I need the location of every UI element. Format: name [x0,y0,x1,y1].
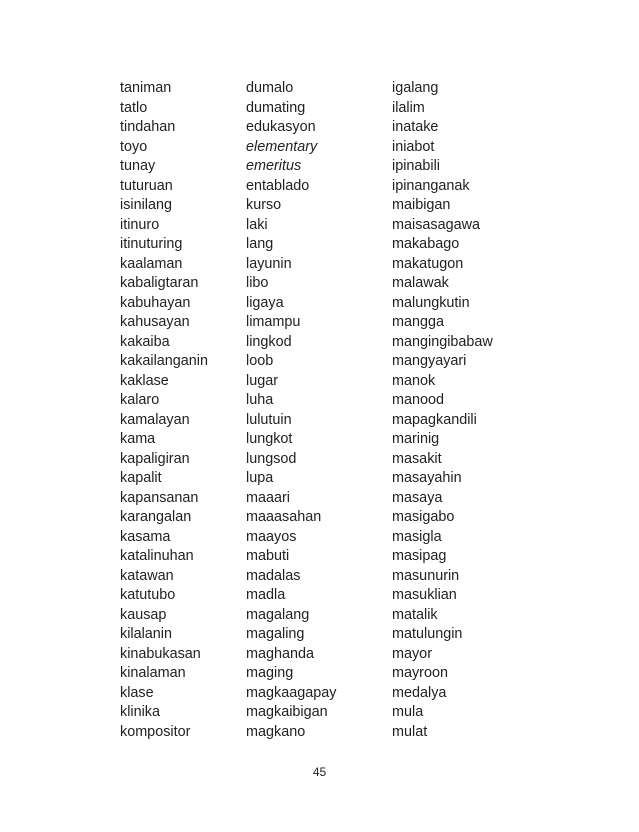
word-entry: katalinuhan [120,548,194,564]
word-entry: magaling [246,626,305,642]
word-entry: mapagkandili [392,411,477,428]
word-entry: mula [392,704,424,720]
word-entry: maging [246,665,294,681]
word-entry: magkano [246,723,306,740]
word-entry: masaya [392,489,443,506]
word-entry: kilalanin [120,626,172,642]
word-entry: malawak [392,275,449,291]
word-entry: medalya [392,684,447,701]
word-entry: madalas [246,567,301,584]
word-entry: taniman [120,80,172,96]
word-entry: isinilang [120,197,172,213]
word-entry: kapaligiran [120,450,190,467]
word-entry: lupa [246,470,274,486]
word-entry: kaklase [120,372,169,389]
word-entry: klase [120,684,154,701]
word-entry: ilalim [392,99,425,116]
word-entry: tindahan [120,119,176,135]
word-entry: masigabo [392,509,455,525]
word-entry: madla [246,587,286,603]
word-entry: edukasyon [246,119,316,135]
word-entry: magkaagapay [246,684,337,701]
word-entry: ipinabili [392,158,440,174]
word-entry: elementary [246,138,318,155]
word-entry: matalik [392,606,438,623]
word-entry: itinuturing [120,236,183,252]
word-column-2 [246,79,336,742]
word-entry: matulungin [392,626,463,642]
word-entry: lungkot [246,431,293,447]
word-entry: luha [246,392,274,408]
word-entry: kasama [120,528,171,545]
word-entry: masakit [392,450,442,467]
word-entry: kapansanan [120,489,199,506]
word-entry: kinabukasan [120,645,201,662]
word-entry: manood [392,392,445,408]
word-entry: tatlo [120,99,148,116]
word-entry: klinika [120,704,160,720]
word-entry: maibigan [392,197,451,213]
word-entry: mangyayari [392,353,467,369]
word-entry: kakailanganin [120,353,209,369]
word-entry: katawan [120,567,174,584]
word-entry: kabaligtaran [120,275,199,291]
word-entry: lang [246,236,274,252]
word-entry: lingkod [246,333,292,350]
word-entry: kausap [120,606,167,623]
word-entry: maisasagawa [392,216,480,233]
word-entry: loob [246,353,274,369]
word-entry: kabuhayan [120,294,191,311]
word-entry: tuturuan [120,177,173,194]
word-entry: maaari [246,489,290,506]
word-entry: itinuro [120,216,160,233]
word-entry: masunurin [392,567,460,584]
word-entry: layunin [246,255,292,272]
word-entry: masipag [392,548,447,564]
word-entry: karangalan [120,509,192,525]
word-entry: mulat [392,723,428,740]
word-entry: ligaya [246,294,284,311]
word-entry: mabuti [246,548,290,564]
word-entry: lulutuin [246,411,292,428]
word-entry: kapalit [120,470,162,486]
word-entry: kaalaman [120,255,183,272]
word-entry: kama [120,431,156,447]
word-entry: inatake [392,119,439,135]
word-entry: makatugon [392,255,464,272]
word-entry: mayor [392,645,432,662]
word-entry: magalang [246,606,310,623]
word-entry: maayos [246,528,297,545]
word-entry: kinalaman [120,665,186,681]
word-entry: igalang [392,80,439,96]
word-entry: kahusayan [120,314,190,330]
word-entry: kurso [246,197,282,213]
word-entry: lungsod [246,450,297,467]
word-entry: mangingibabaw [392,333,493,350]
word-entry: makabago [392,236,460,252]
word-entry: lugar [246,372,278,389]
word-entry: dumating [246,99,306,116]
word-entry: tunay [120,158,156,174]
word-entry: maaasahan [246,509,322,525]
word-entry: kompositor [120,723,191,740]
word-entry: ipinanganak [392,177,470,194]
word-column-3 [392,79,493,742]
page-number: 45 [312,765,327,779]
word-entry: entablado [246,177,310,194]
word-column-1 [120,79,208,742]
word-entry: magkaibigan [246,704,328,720]
word-entry: masigla [392,528,442,545]
word-entry: kakaiba [120,333,170,350]
word-entry: kamalayan [120,411,190,428]
word-entry: kalaro [120,392,160,408]
word-entry: iniabot [392,138,435,155]
word-entry: limampu [246,314,301,330]
word-entry: laki [246,216,268,233]
word-entry: masayahin [392,470,462,486]
word-entry: masuklian [392,587,457,603]
word-entry: malungkutin [392,294,470,311]
word-entry: mangga [392,314,445,330]
word-entry: manok [392,372,436,389]
word-entry: maghanda [246,645,315,662]
word-entry: mayroon [392,665,448,681]
word-entry: dumalo [246,80,294,96]
word-entry: toyo [120,138,148,155]
word-entry: marinig [392,431,440,447]
word-entry: libo [246,275,269,291]
word-entry: emeritus [246,158,302,174]
word-entry: katutubo [120,587,176,603]
